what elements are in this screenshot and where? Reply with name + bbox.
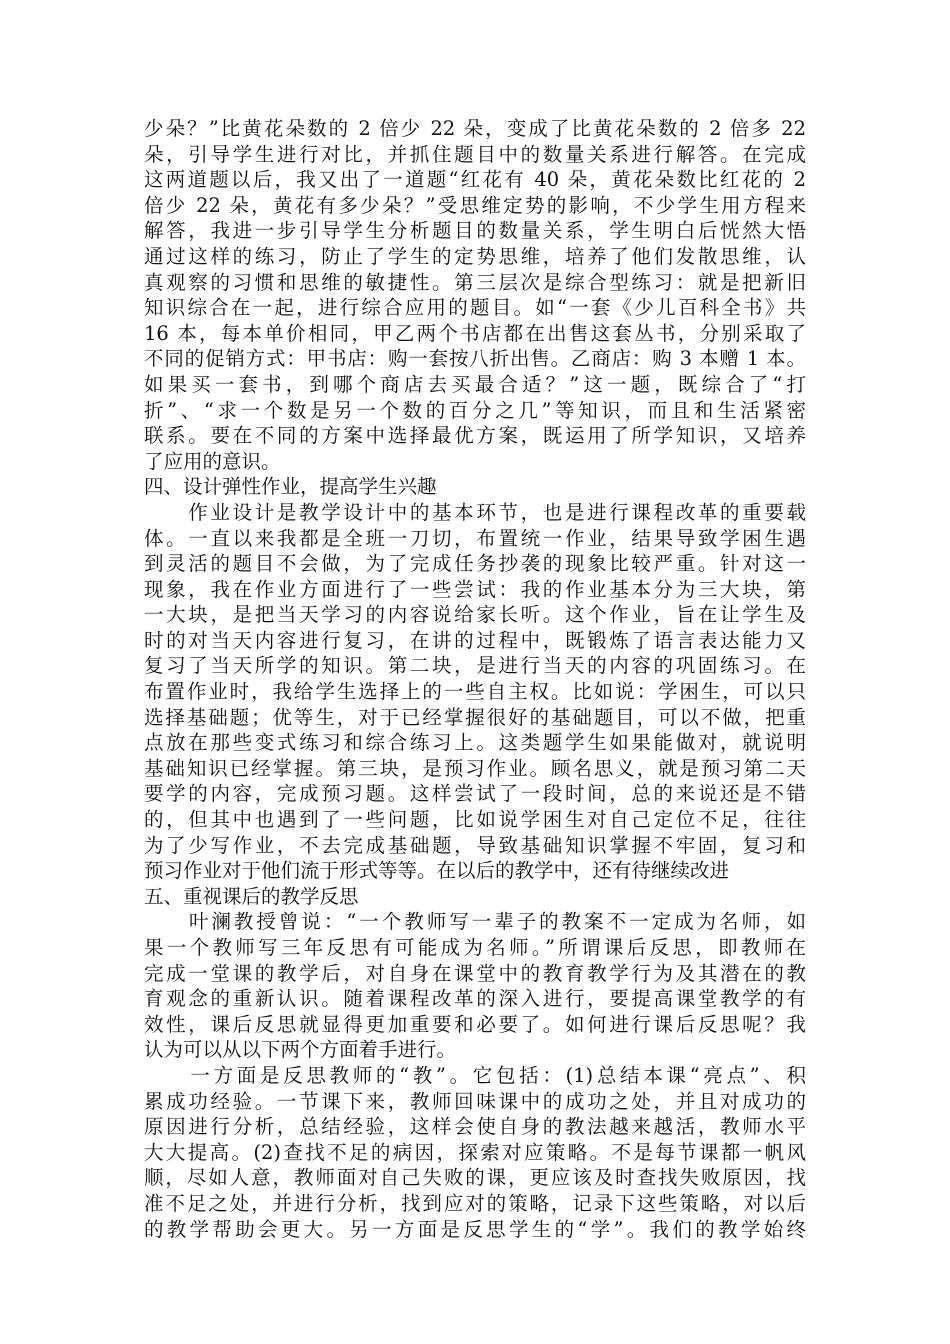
text-line: 不同的促销方式：甲书店：购一套按八折出售。乙商店：购 3 本赠 1 本。 — [144, 347, 806, 371]
text-line: 真观察的习惯和思维的敏捷性。第三层次是综合型练习：就是把新旧 — [144, 270, 806, 294]
text-line: 选择基础题；优等生，对于已经掌握很好的基础题目，可以不做，把重 — [144, 705, 806, 729]
text-line: 体。一直以来我都是全班一刀切，布置统一作业，结果导致学困生遇 — [144, 526, 806, 550]
text-line: 顺，尽如人意，教师面对自己失败的课，更应该及时查找失败原因，找 — [144, 1166, 806, 1190]
text-line: 大大提高。(2)查找不足的病因，探索对应策略。不是每节课都一帆风 — [144, 1140, 806, 1164]
text-line: 朵，引导学生进行对比，并抓住题目中的数量关系进行解答。在完成 — [144, 142, 806, 166]
text-line: 的，但其中也遇到了一些问题，比如说学困生对自己定位不足，往往 — [144, 808, 806, 832]
text-line: 一大块，是把当天学习的内容说给家长听。这个作业，旨在让学生及 — [144, 603, 806, 627]
text-line: 这两道题以后，我又出了一道题“红花有 40 朵，黄花朵数比红花的 2 — [144, 168, 806, 192]
text-line: 育观念的重新认识。随着课程改革的深入进行，要提高课堂教学的有 — [144, 987, 806, 1011]
text-line: 预习作业对于他们流于形式等等。在以后的教学中，还有待继续改进 — [144, 859, 730, 883]
text-line: 叶澜教授曾说：“一个教师写一辈子的教案不一定成为名师，如 — [144, 910, 806, 934]
text-line: 原因进行分析，总结经验，这样会使自身的教法越来越活，教师水平 — [144, 1115, 806, 1139]
text-line: 联系。要在不同的方案中选择最优方案，既运用了所学知识，又培养 — [144, 424, 806, 448]
text-line: 为了少写作业，不去完成基础题，导致基础知识掌握不牢固，复习和 — [144, 833, 806, 857]
paragraph-teacher-reflection — [144, 1063, 806, 1242]
text-line: 点放在那些变式练习和综合练习上。这类题学生如果能做对，就说明 — [144, 731, 806, 755]
text-line: 解答，我进一步引导学生分析题目的数量关系，学生明白后恍然大悟 — [144, 219, 806, 243]
text-line: 作业设计是教学设计中的基本环节，也是进行课程改革的重要载 — [144, 500, 806, 524]
text-line: 累成功经验。一节课下来，教师回味课中的成功之处，并且对成功的 — [144, 1089, 806, 1113]
document-page — [144, 116, 806, 1242]
text-line: 了应用的意识。 — [144, 449, 281, 473]
text-line: 知识综合在一起，进行综合应用的题目。如“一套《少儿百科全书》共 — [144, 296, 806, 320]
text-line: 认为可以从以下两个方面着手进行。 — [144, 1038, 457, 1062]
text-line: 完成一堂课的教学后，对自身在课堂中的教育教学行为及其潜在的教 — [144, 961, 806, 985]
section-heading — [144, 474, 806, 500]
text-line: 到灵活的题目不会做，为了完成任务抄袭的现象比较严重。针对这一 — [144, 552, 806, 576]
text-line: 果一个教师写三年反思有可能成为名师。”所谓课后反思，即教师在 — [144, 936, 806, 959]
paragraph-compound-exercises — [144, 116, 806, 474]
heading-text: 四、设计弹性作业，提高学生兴趣 — [144, 475, 437, 499]
text-line: 布置作业时，我给学生选择上的一些自主权。比如说：学困生，可以只 — [144, 680, 806, 704]
text-line: 折”、“求一个数是另一个数的百分之几”等知识，而且和生活紧密 — [144, 398, 806, 422]
text-line: 通过这样的练习，防止了学生的定势思维，培养了他们发散思维，认 — [144, 244, 806, 268]
text-line: 倍少 22 朵，黄花有多少朵？”受思维定势的影响，不少学生用方程来 — [144, 193, 806, 217]
text-line: 16 本，每本单价相同，甲乙两个书店都在出售这套丛书，分别采取了 — [144, 321, 806, 345]
text-line: 效性，课后反思就显得更加重要和必要了。如何进行课后反思呢？我 — [144, 1012, 806, 1036]
paragraph-reflection — [144, 909, 806, 1063]
text-line: 准不足之处，并进行分析，找到应对的策略，记录下这些策略，对以后 — [144, 1191, 806, 1215]
text-line: 时的对当天内容进行复习，在讲的过程中，既锻炼了语言表达能力又 — [144, 628, 806, 652]
paragraph-homework-design — [144, 500, 806, 884]
section-heading — [144, 884, 806, 910]
text-line: 复习了当天所学的知识。第二块，是进行当天的内容的巩固练习。在 — [144, 654, 806, 678]
text-line: 一方面是反思教师的“教”。它包括：(1)总结本课“亮点”、积 — [144, 1063, 806, 1087]
text-line: 如果买一套书，到哪个商店去买最合适？”这一题，既综合了“打 — [144, 372, 806, 396]
text-line: 少朵？”比黄花朵数的 2 倍少 22 朵，变成了比黄花朵数的 2 倍多 22 — [144, 117, 806, 140]
text-line: 现象，我在作业方面进行了一些尝试：我的作业基本分为三大块，第 — [144, 577, 806, 601]
text-line: 要学的内容，完成预习题。这样尝试了一段时间，总的来说还是不错 — [144, 782, 806, 806]
text-line: 的教学帮助会更大。另一方面是反思学生的“学”。我们的教学始终 — [144, 1217, 806, 1241]
heading-text: 五、重视课后的教学反思 — [144, 884, 359, 908]
text-line: 基础知识已经掌握。第三块，是预习作业。顾名思义，就是预习第二天 — [144, 756, 806, 780]
